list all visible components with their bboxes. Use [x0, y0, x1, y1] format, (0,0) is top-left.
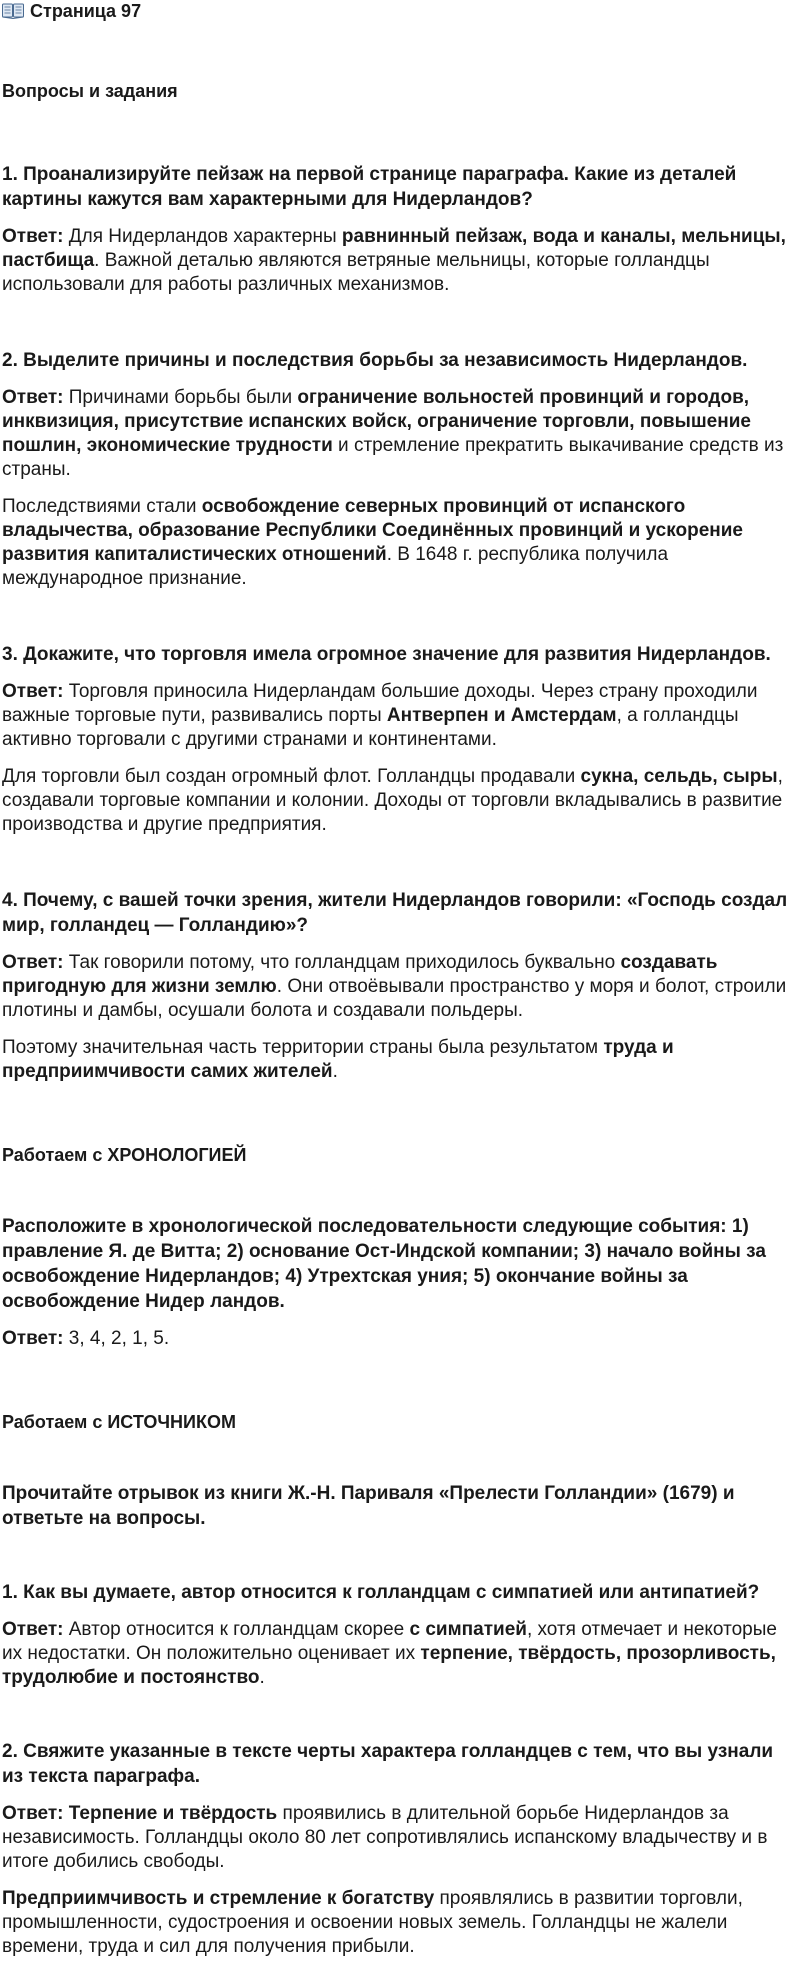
bold-text-segment: ограничение вольностей провинций и городов, инквизиция, присутствие испанских войск, ограничение торговли, повышение пошлин, экономические трудности: [2, 387, 751, 456]
text-segment: . В 1648 г. республика получила международное признание.: [2, 544, 669, 589]
chronology-question: Расположите в хронологической последовательности следующие события: 1) правление Я. де Витта; 2) основание Ост-Индской компании; 3) начало войны за освобождение Нидерландов; 4) Утрехтская уния; 5) окончание войны за освобождение Нидер ландов.: [2, 1216, 766, 1312]
text-segment: Автор относится к голландцам скорее: [63, 1619, 410, 1640]
answer-3-paragraph-2: [2, 765, 798, 837]
bold-text-segment: Антверпен и Амстердам: [386, 705, 617, 726]
chronology-answer: [2, 1327, 798, 1351]
text-segment: Причинами борьбы были: [63, 387, 298, 408]
bold-text-segment: равнинный пейзаж, вода и каналы, мельницы, пастбища: [2, 226, 786, 271]
text-segment: .: [332, 1061, 338, 1082]
bold-text-segment: Ответ:: [2, 1803, 64, 1824]
text-segment: проявлялись в развитии торговли, промышленности, судостроения и освоении новых земель. Голландцы не жалели времени, труда и сил для получения прибыли.: [2, 1888, 743, 1957]
text-segment: Поэтому значительная часть территории страны была результатом: [2, 1037, 604, 1058]
answer-4-paragraph-1: [2, 951, 798, 1023]
page-title: [2, 0, 798, 22]
text-segment: проявились в длительной борьбе Нидерландов за независимость. Голландцы около 80 лет сопротивлялись испанскому владычеству и в итоге добились свободы.: [2, 1803, 768, 1872]
bold-text-segment: терпение, твёрдость, прозорливость, трудолюбие и постоянство: [2, 1643, 776, 1688]
section-title-chronology: Работаем с ХРОНОЛОГИЕЙ: [2, 1145, 247, 1165]
text-segment: 3, 4, 2, 1, 5.: [63, 1328, 170, 1349]
bold-text-segment: Ответ:: [2, 1328, 64, 1349]
bold-text-segment: Предприимчивость и стремление к богатству: [2, 1888, 435, 1909]
bold-text-segment: Ответ:: [2, 1619, 64, 1640]
open-book-icon: [2, 3, 24, 19]
question-2: 2. Выделите причины и последствия борьбы за независимость Нидерландов.: [2, 350, 748, 371]
source-answer-2-paragraph-2: [2, 1887, 798, 1959]
text-segment: , создавали торговые компании и колонии. Доходы от торговли вкладывались в развитие производства и другие предприятия.: [2, 766, 783, 835]
section-title-source: Работаем с ИСТОЧНИКОМ: [2, 1412, 236, 1432]
bold-text-segment: освобождение северных провинций от испанского владычества, образование Республики Соединённых провинций и ускорение развития капиталистических отношений: [2, 496, 743, 565]
text-segment: и стремление прекратить выкачивание средств из страны.: [2, 435, 784, 480]
text-segment: Для торговли был создан огромный флот. Голландцы продавали: [2, 766, 581, 787]
answer-1-paragraph-1: [2, 225, 798, 297]
text-segment: Последствиями стали: [2, 496, 202, 517]
answer-2-paragraph-2: [2, 495, 798, 591]
text-segment: , хотя отмечает и некоторые их недостатки. Он положительно оценивает их: [2, 1619, 777, 1664]
question-4: 4. Почему, с вашей точки зрения, жители Нидерландов говорили: «Господь создал мир, голландец — Голландию»?: [2, 890, 788, 936]
bold-text-segment: Ответ:: [2, 226, 64, 247]
text-segment: .: [259, 1667, 265, 1688]
source-answer-1: [2, 1618, 798, 1690]
question-1: 1. Проанализируйте пейзаж на первой странице параграфа. Какие из деталей картины кажутся вам характерными для Нидерландов?: [2, 164, 737, 210]
section-title-questions: Вопросы и задания: [2, 81, 178, 101]
answer-4-paragraph-2: [2, 1036, 798, 1084]
text-segment: Торговля приносила Нидерландам большие доходы. Через страну проходили важные торговые пути, развивались порты: [2, 681, 758, 726]
bold-text-segment: труда и предприимчивости самих жителей: [2, 1037, 674, 1082]
source-intro: Прочитайте отрывок из книги Ж.-Н. Париваля «Прелести Голландии» (1679) и ответьте на вопросы.: [2, 1483, 735, 1529]
text-segment: Для Нидерландов характерны: [63, 226, 342, 247]
bold-text-segment: создавать пригодную для жизни землю: [2, 952, 718, 997]
bold-text-segment: с симпатией: [409, 1619, 527, 1640]
text-segment: , а голландцы активно торговали с другими странами и континентами.: [2, 705, 739, 750]
source-question-2: 2. Свяжите указанные в тексте черты характера голландцев с тем, что вы узнали из текста параграфа.: [2, 1741, 774, 1787]
bold-text-segment: сукна, сельдь, сыры: [580, 766, 778, 787]
bold-text-segment: Ответ:: [2, 387, 64, 408]
bold-text-segment: Ответ:: [2, 952, 64, 973]
text-segment: . Они отвоёвывали пространство у моря и болот, строили плотины и дамбы, осушали болота и создавали польдеры.: [2, 976, 787, 1021]
source-answer-2-paragraph-1: [2, 1802, 798, 1874]
answer-2-paragraph-1: [2, 386, 798, 482]
text-segment: Так говорили потому, что голландцам приходилось буквально: [63, 952, 621, 973]
bold-text-segment: Ответ:: [2, 681, 64, 702]
page-title-text: Страница 97: [30, 1, 142, 21]
text-segment: . Важной деталью являются ветряные мельницы, которые голландцы использовали для работы различных механизмов.: [2, 250, 710, 295]
source-question-1: 1. Как вы думаете, автор относится к голландцам с симпатией или антипатией?: [2, 1582, 760, 1603]
bold-text-segment: Терпение и твёрдость: [68, 1803, 278, 1824]
question-3: 3. Докажите, что торговля имела огромное значение для развития Нидерландов.: [2, 644, 771, 665]
answer-3-paragraph-1: [2, 680, 798, 752]
